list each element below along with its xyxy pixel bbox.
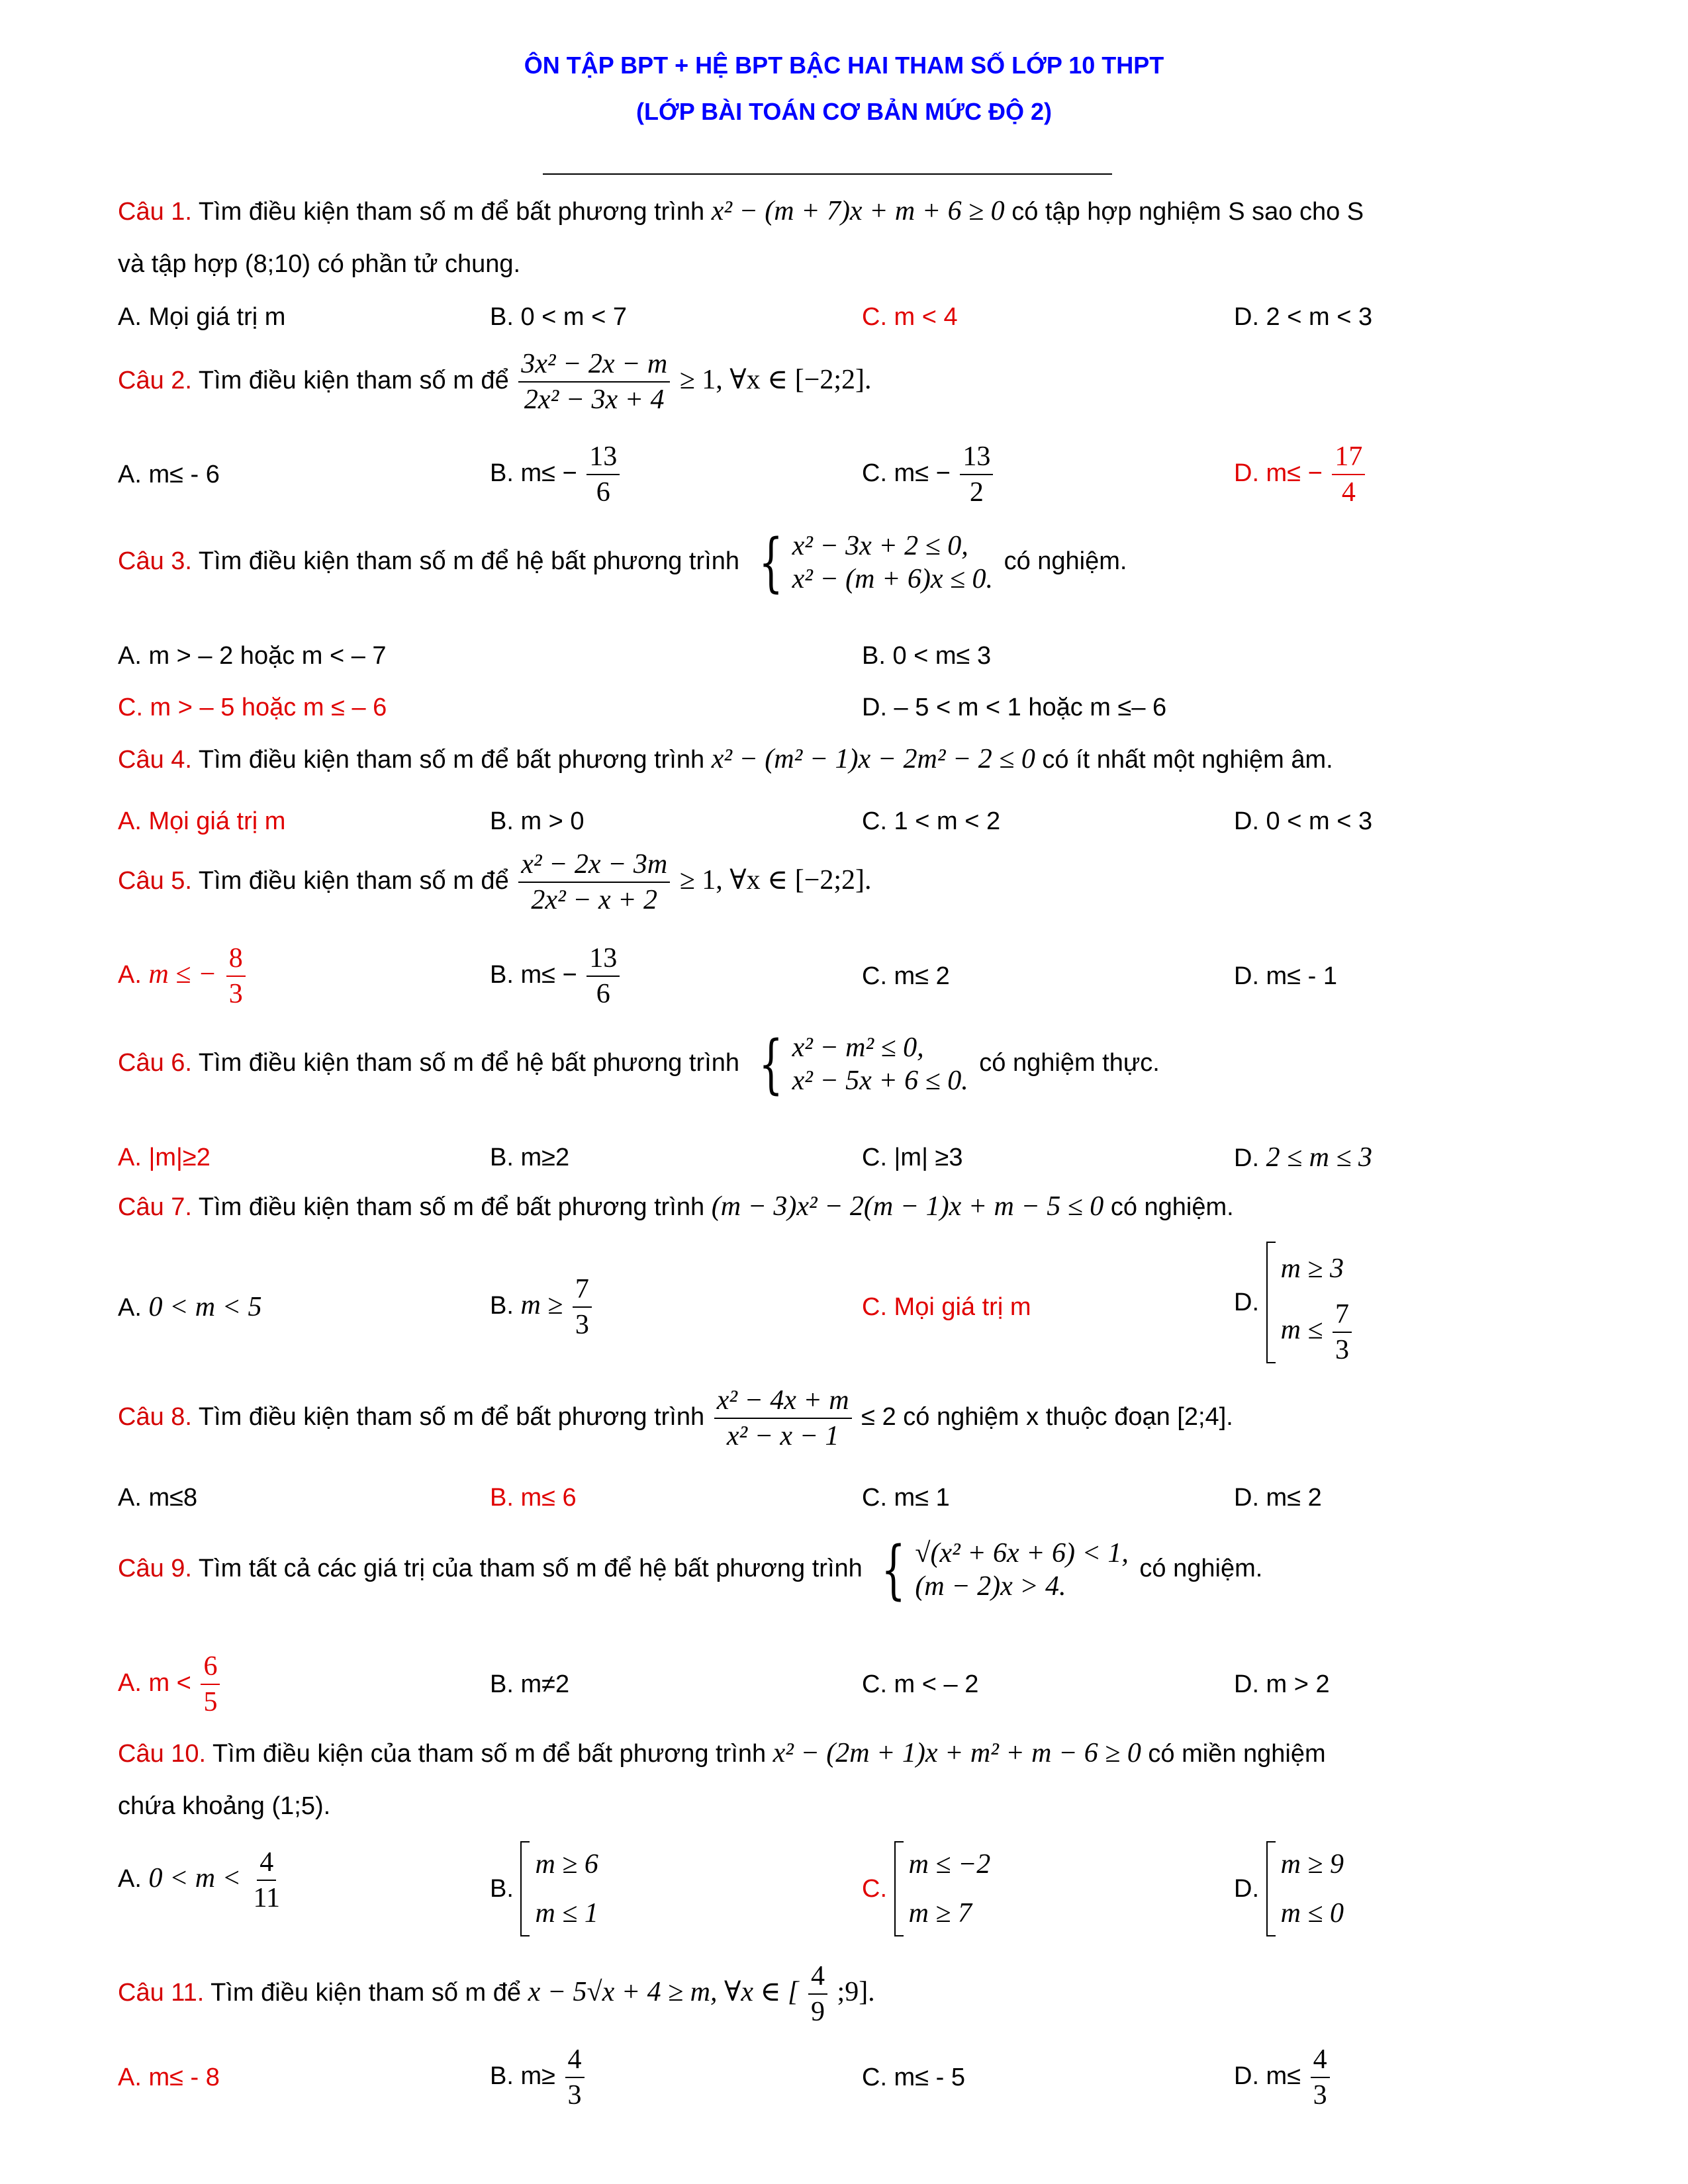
fraction-numerator: 13: [586, 942, 620, 977]
fraction: [1311, 2044, 1330, 2111]
left-brace: {: [758, 525, 783, 600]
option-c[interactable]: C. m < – 2: [862, 1670, 979, 1698]
fraction-denominator: 9: [810, 1997, 825, 2027]
question-4: [118, 744, 1574, 775]
fraction: [565, 2044, 585, 2111]
title-line-2: (LỚP BÀI TOÁN CƠ BẢN MỨC ĐỘ 2): [636, 98, 1052, 125]
option-c[interactable]: C. m < 4: [862, 303, 958, 331]
fraction-numerator: 8: [226, 942, 246, 977]
option-b[interactable]: B. m≠2: [490, 1670, 570, 1698]
option-math: 0 < m < 5: [148, 1292, 262, 1322]
option-label: A.: [118, 961, 142, 989]
option-a[interactable]: [118, 1846, 285, 1914]
question-text-after: có miền nghiệm: [1148, 1740, 1326, 1768]
option-b[interactable]: [490, 942, 622, 1010]
fraction: [1332, 441, 1365, 508]
system-row: x² − m² ≤ 0,: [792, 1032, 924, 1063]
option-d[interactable]: D. 2 < m < 3: [1234, 303, 1373, 331]
fraction-denominator: 3: [567, 2080, 582, 2111]
fraction-denominator: 4: [1341, 477, 1356, 508]
fraction: [808, 1960, 827, 2028]
fraction-numerator: 4: [808, 1960, 827, 1995]
option-d[interactable]: D. m > 2: [1234, 1670, 1330, 1698]
fraction: [573, 1273, 592, 1341]
option-b[interactable]: B. m≥2: [490, 1144, 570, 1171]
fraction-numerator: x² − 4x + m: [714, 1385, 852, 1419]
left-bracket: [520, 1841, 530, 1936]
inequality: x² − (m + 7)x + m + 6 ≥ 0: [711, 196, 1005, 226]
question-text-after: ≤ 2 có nghiệm x thuộc đoạn [2;4].: [861, 1403, 1233, 1432]
option-b[interactable]: B. m≤ 6: [490, 1484, 577, 1512]
option-label: B.: [490, 1292, 514, 1320]
question-text: Tìm điều kiện tham số m để bất phương trình: [198, 198, 705, 226]
option-d[interactable]: [1234, 1239, 1354, 1366]
bracket-row: m ≥ 3: [1280, 1253, 1344, 1284]
question-label: Câu 3.: [118, 547, 192, 576]
question-text-after: có nghiệm.: [1139, 1555, 1263, 1583]
question-text: Tìm điều kiện tham số m để: [198, 867, 509, 895]
question-label: Câu 8.: [118, 1403, 192, 1432]
bracket-union: [520, 1840, 598, 1938]
option-math: m ≥: [520, 1290, 563, 1321]
question-label: Câu 9.: [118, 1555, 192, 1583]
question-text-after: có tập hợp nghiệm S sao cho S: [1011, 198, 1364, 226]
question-label: Câu 5.: [118, 867, 192, 895]
fraction-numerator: 17: [1332, 441, 1365, 475]
system-row: x² − (m + 6)x ≤ 0.: [792, 564, 994, 594]
option-a[interactable]: A. m≤8: [118, 1484, 198, 1512]
question-text-after: có nghiệm thực.: [979, 1049, 1160, 1077]
system-row: x² − 5x + 6 ≤ 0.: [792, 1066, 968, 1096]
option-label: D.: [1234, 1875, 1259, 1903]
question-text: Tìm điều kiện tham số m để bất phương trình: [198, 1403, 705, 1432]
fraction-denominator: 5: [203, 1687, 218, 1717]
left-bracket: [1266, 1841, 1276, 1936]
question-text-after: có nghiệm.: [1110, 1193, 1234, 1221]
inequality-system: [873, 1533, 1129, 1607]
option-math: 2 ≤ m ≤ 3: [1266, 1142, 1372, 1173]
option-b[interactable]: B. 0 < m < 7: [490, 303, 627, 331]
question-label: Câu 2.: [118, 367, 192, 395]
fraction: [714, 1385, 852, 1452]
bracket-row: m ≥ 6: [535, 1849, 598, 1880]
fraction-denominator: x² − x − 1: [726, 1421, 839, 1451]
option-b[interactable]: [490, 1840, 598, 1938]
option-c[interactable]: C. m≤ - 5: [862, 2064, 965, 2091]
bracket-row: m ≤ 0: [1280, 1898, 1344, 1929]
option-c[interactable]: [862, 441, 996, 508]
bracket-row: m ≤ 1: [535, 1898, 598, 1929]
fraction: [226, 942, 246, 1010]
option-a[interactable]: A. m≤ - 6: [118, 461, 220, 488]
fraction-denominator: 3: [575, 1310, 589, 1340]
option-label: D.: [1234, 1144, 1259, 1172]
question-text: Tìm tất cả các giá trị của tham số m để hệ bất phương trình: [198, 1555, 863, 1583]
option-b[interactable]: [490, 1273, 594, 1341]
option-d[interactable]: [1234, 1840, 1344, 1938]
option-b[interactable]: B. m > 0: [490, 807, 585, 835]
fraction: [518, 348, 670, 416]
option-label: D. m≤ −: [1234, 459, 1323, 488]
fraction-numerator: 4: [565, 2044, 585, 2078]
bracket-row-text: m ≤: [1280, 1314, 1323, 1345]
option-label: D. m≤: [1234, 2062, 1301, 2091]
fraction: [201, 1651, 220, 1718]
bracket-union: [1266, 1239, 1354, 1366]
question-3: [118, 525, 1574, 600]
fraction: [960, 441, 993, 508]
question-text: Tìm điều kiện tham số m để hệ bất phương trình: [198, 547, 739, 576]
fraction-numerator: 7: [573, 1273, 592, 1308]
title-line-1: ÔN TẬP BPT + HỆ BPT BẬC HAI THAM SỐ LỚP 10 THPT: [524, 52, 1164, 79]
fraction-denominator: 2: [969, 477, 984, 508]
question-1: [118, 196, 1574, 278]
system-row: √(x² + 6x + 6) < 1,: [915, 1538, 1129, 1569]
bracket-union: [894, 1840, 991, 1938]
option-a[interactable]: [118, 1651, 222, 1718]
question-11: [118, 1960, 1574, 2028]
option-a[interactable]: A. |m|≥2: [118, 1144, 211, 1171]
bracket-row: m ≤ −2: [908, 1849, 991, 1880]
option-label: A.: [118, 1865, 142, 1893]
left-brace: {: [758, 1027, 783, 1101]
fraction-numerator: x² − 2x − 3m: [518, 848, 670, 883]
fraction: [251, 1846, 283, 1914]
option-c[interactable]: C. Mọi giá trị m: [862, 1293, 1031, 1321]
inequality-system: [751, 1027, 968, 1101]
question-text: Tìm điều kiện tham số m để bất phương trình: [198, 746, 705, 774]
option-label: C.: [862, 1875, 887, 1903]
fraction-denominator: 3: [228, 979, 243, 1009]
fraction-numerator: 6: [201, 1651, 220, 1685]
option-label: B. m≤ −: [490, 961, 577, 989]
option-label: B. m≥: [490, 2062, 555, 2091]
option-d[interactable]: [1234, 441, 1368, 508]
inequality: x² − (m² − 1)x − 2m² − 2 ≤ 0: [711, 744, 1035, 774]
left-brace: {: [881, 1533, 906, 1607]
option-math: 0 < m <: [148, 1863, 241, 1894]
question-text: Tìm điều kiện của tham số m để bất phương trình: [212, 1740, 767, 1768]
option-b[interactable]: B. 0 < m≤ 3: [862, 642, 992, 670]
question-label: Câu 7.: [118, 1193, 192, 1221]
option-b[interactable]: [490, 2044, 587, 2111]
question-text: Tìm điều kiện tham số m để: [211, 1979, 522, 2007]
system-row: (m − 2)x > 4.: [915, 1571, 1066, 1602]
bracket-row: [1281, 1298, 1354, 1366]
fraction-denominator: 11: [253, 1883, 280, 1913]
question-text-line2: chứa khoảng (1;5).: [118, 1792, 331, 1820]
question-8: [118, 1385, 1574, 1452]
system-row: x² − 3x + 2 ≤ 0,: [792, 531, 968, 561]
option-c[interactable]: [862, 1840, 990, 1938]
option-c[interactable]: C. 1 < m < 2: [862, 807, 1001, 835]
left-bracket: [894, 1841, 904, 1936]
option-c[interactable]: C. m > – 5 hoặc m ≤ – 6: [118, 694, 387, 721]
option-label: A. m <: [118, 1669, 191, 1698]
option-a[interactable]: [118, 942, 248, 1010]
fraction-denominator: 3: [1313, 2080, 1327, 2111]
fraction: [586, 441, 620, 508]
question-text: Tìm điều kiện tham số m để bất phương trình: [198, 1193, 705, 1221]
option-a[interactable]: A. m > – 2 hoặc m < – 7: [118, 642, 387, 670]
option-d[interactable]: D. 0 < m < 3: [1234, 807, 1373, 835]
bracket-row: m ≥ 9: [1280, 1849, 1344, 1880]
question-9: [118, 1533, 1574, 1607]
option-label: B. m≤ −: [490, 459, 577, 488]
inequality-tail: ;9].: [837, 1977, 875, 2008]
inequality: (m − 3)x² − 2(m − 1)x + m − 5 ≤ 0: [711, 1191, 1104, 1222]
bracket-union: [1266, 1840, 1344, 1938]
fraction-numerator: 4: [257, 1846, 276, 1881]
question-text: Tìm điều kiện tham số m để hệ bất phương trình: [198, 1049, 739, 1077]
fraction-numerator: 13: [960, 441, 993, 475]
option-d[interactable]: D. m≤ - 1: [1234, 962, 1337, 990]
fraction: [518, 848, 670, 916]
inequality: x² − (2m + 1)x + m² + m − 6 ≥ 0: [773, 1738, 1141, 1768]
fraction-numerator: 13: [586, 441, 620, 475]
question-5: [118, 848, 1574, 916]
fraction-denominator: 2x² − x + 2: [531, 885, 657, 915]
fraction-numerator: 3x² − 2x − m: [518, 348, 670, 383]
question-7: [118, 1191, 1574, 1222]
question-text-after: ≥ 1, ∀x ∈ [−2;2].: [679, 865, 872, 896]
option-a[interactable]: [118, 1292, 261, 1323]
question-text-after: có nghiệm.: [1004, 547, 1127, 576]
option-c[interactable]: C. m≤ 2: [862, 962, 950, 990]
question-text-after: ≥ 1, ∀x ∈ [−2;2].: [679, 365, 872, 396]
fraction-denominator: 3: [1335, 1335, 1349, 1365]
option-a[interactable]: A. Mọi giá trị m: [118, 807, 286, 835]
option-label: A.: [118, 1294, 142, 1322]
option-d[interactable]: D. – 5 < m < 1 hoặc m ≤– 6: [862, 694, 1167, 721]
question-label: Câu 1.: [118, 198, 192, 226]
option-a[interactable]: A. m≤ - 8: [118, 2064, 220, 2091]
inequality: x − 5√x + 4 ≥ m, ∀x ∈ [: [528, 1977, 799, 2008]
option-math: m ≤ −: [148, 959, 217, 990]
question-text: Tìm điều kiện tham số m để: [198, 367, 509, 395]
question-2: [118, 348, 1574, 416]
option-label: C. m≤ −: [862, 459, 951, 488]
fraction: [586, 942, 620, 1010]
option-label: D.: [1234, 1289, 1259, 1316]
question-label: Câu 11.: [118, 1979, 205, 2007]
question-text-after: có ít nhất một nghiệm âm.: [1042, 746, 1333, 774]
question-text-line2: và tập hợp (8;10) có phần tử chung.: [118, 250, 521, 278]
question-6: [118, 1027, 1574, 1101]
fraction-denominator: 2x² − 3x + 4: [524, 385, 665, 415]
fraction-numerator: 7: [1333, 1298, 1352, 1333]
option-a[interactable]: A. Mọi giá trị m: [118, 303, 286, 331]
fraction-denominator: 6: [596, 979, 610, 1009]
inequality-system: [751, 525, 994, 600]
option-label: B.: [490, 1875, 514, 1903]
option-c[interactable]: C. |m| ≥3: [862, 1144, 963, 1171]
option-d[interactable]: [1234, 2044, 1333, 2111]
fraction-denominator: 6: [596, 477, 610, 508]
bracket-row: m ≥ 7: [908, 1898, 972, 1929]
question-label: Câu 6.: [118, 1049, 192, 1077]
question-label: Câu 10.: [118, 1740, 207, 1768]
option-d[interactable]: [1234, 1142, 1372, 1173]
left-bracket: [1266, 1242, 1276, 1363]
option-b[interactable]: [490, 441, 622, 508]
title-divider: [543, 173, 1112, 175]
option-c[interactable]: C. m≤ 1: [862, 1484, 950, 1512]
fraction-numerator: 4: [1311, 2044, 1330, 2078]
fraction: [1333, 1298, 1352, 1366]
question-label: Câu 4.: [118, 746, 192, 774]
question-10: [118, 1738, 1574, 1820]
option-d[interactable]: D. m≤ 2: [1234, 1484, 1322, 1512]
